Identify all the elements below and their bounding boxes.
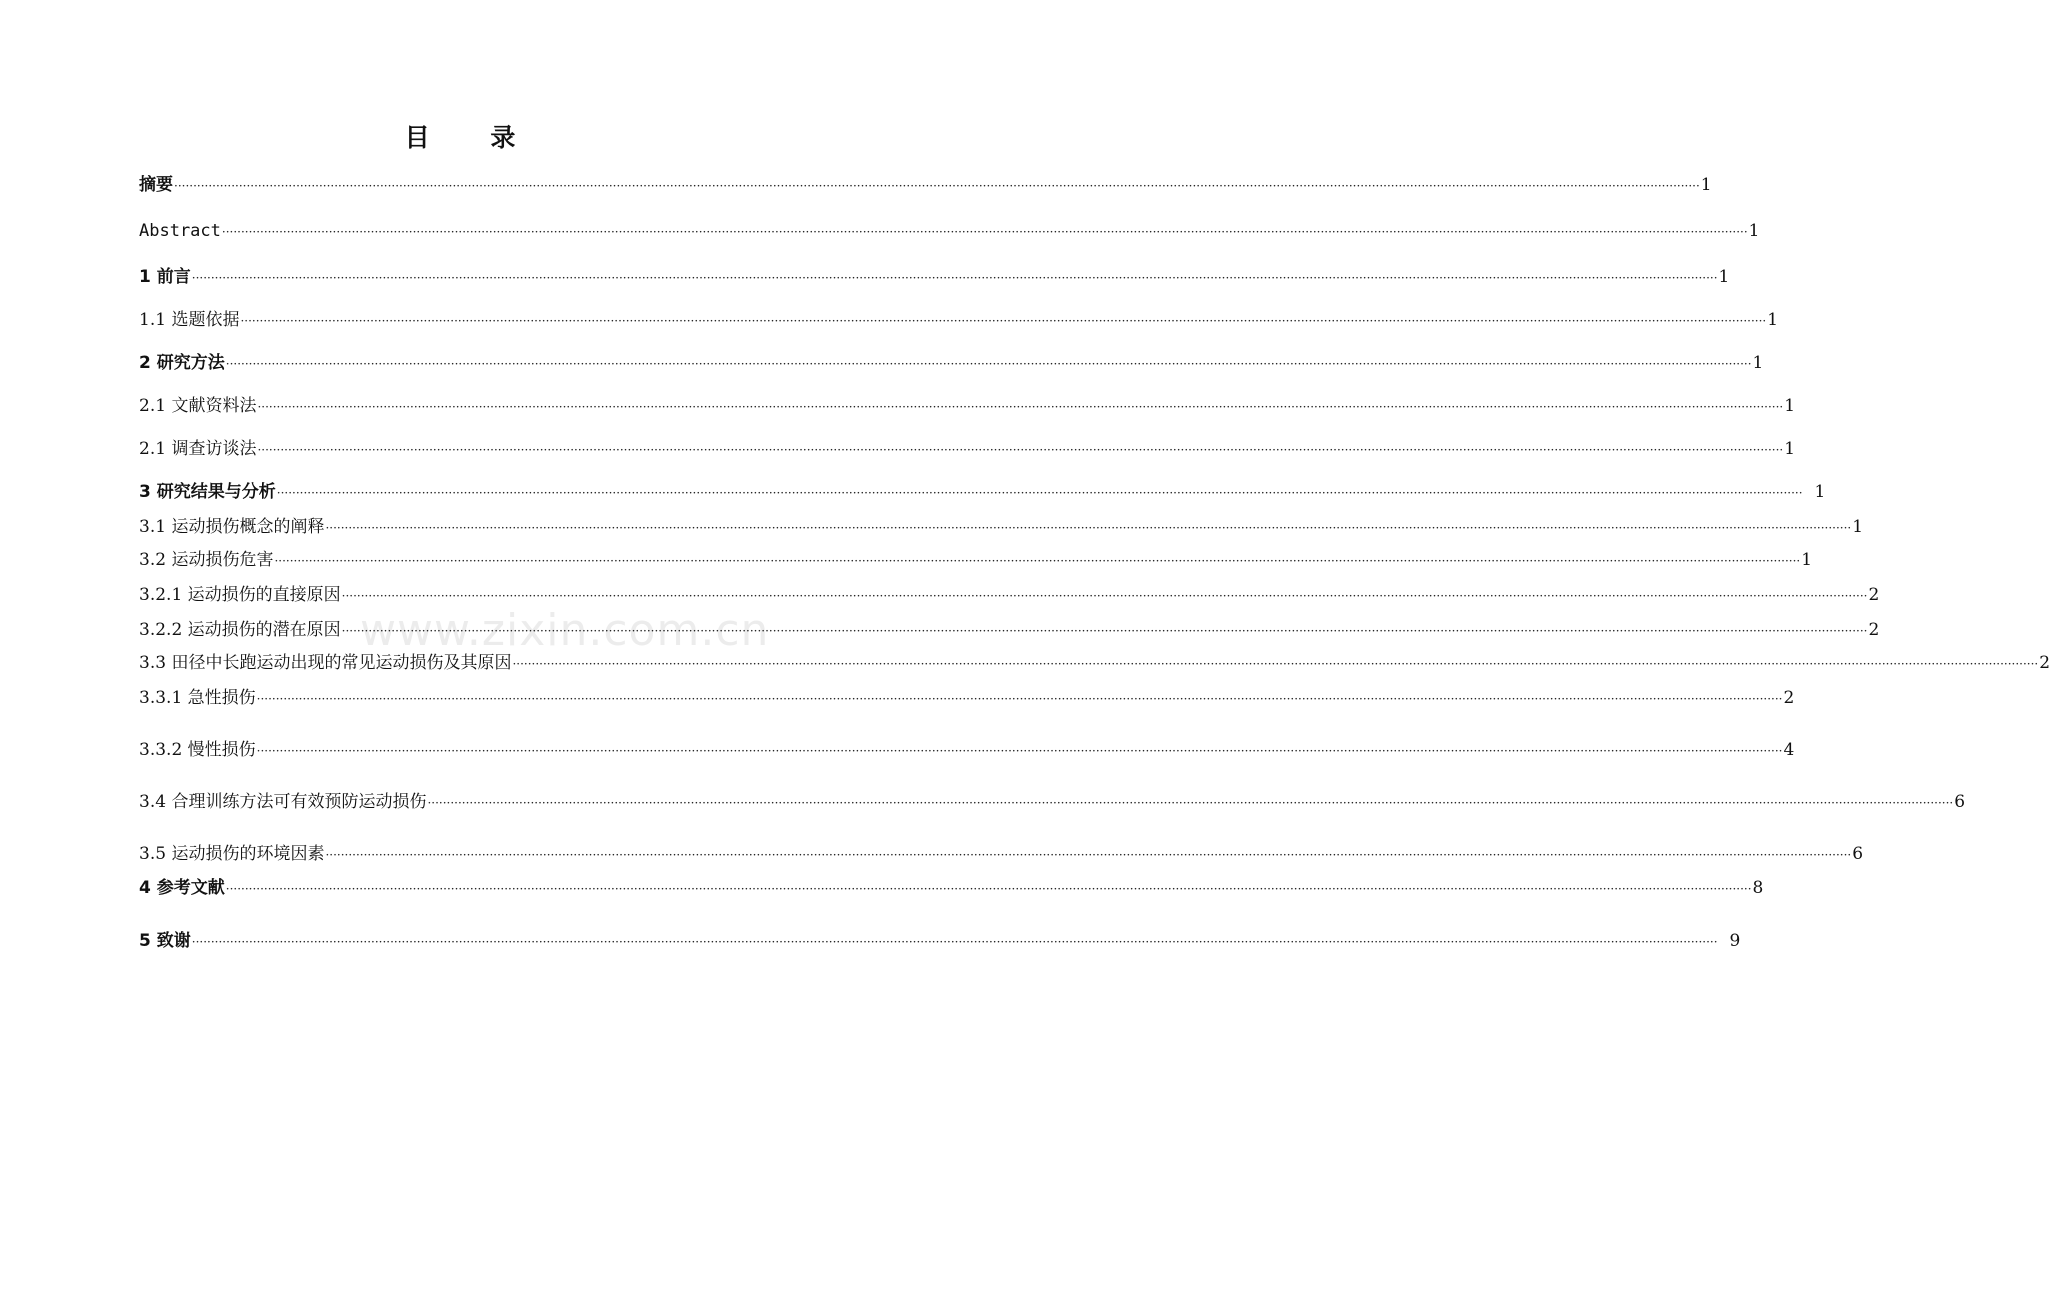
- watermark: www.zixin.com.cn: [360, 605, 770, 656]
- toc-entry-3-2-1[interactable]: [139, 583, 1880, 608]
- toc-entry-abstract-cn[interactable]: [139, 173, 1712, 198]
- toc-entry-label: 3.3 田径中长跑运动出现的常见运动损伤及其原因: [139, 653, 512, 673]
- toc-entry-label: 3 研究结果与分析: [139, 482, 276, 502]
- toc-entry-1-1[interactable]: [139, 308, 1779, 333]
- toc-entry-page: 1: [1784, 439, 1796, 459]
- toc-entry-label: 3.1 运动损伤概念的阐释: [139, 517, 325, 537]
- toc-entry-label: 3.2 运动损伤危害: [139, 550, 274, 570]
- dot-leader: ················································································································································································································································································································································································································: [325, 848, 1852, 862]
- dot-leader: ················································································································································································································································································································································································································: [225, 882, 1752, 896]
- dot-leader: ················································································································································································································································································································································································································: [341, 589, 1868, 603]
- toc-entry-3-5[interactable]: [139, 842, 1864, 867]
- toc-entry-page: 1: [1718, 267, 1730, 287]
- toc-entry-references[interactable]: [139, 876, 1764, 901]
- toc-entry-2-1-literature[interactable]: [139, 394, 1796, 419]
- toc-entry-3-2[interactable]: [139, 548, 1813, 573]
- toc-entry-page: 2: [1868, 620, 1880, 640]
- toc-entry-page: 9: [1729, 931, 1741, 951]
- dot-leader: ················································································································································································································································································································································································································: [341, 624, 1868, 638]
- toc-entry-label: 4 参考文献: [139, 878, 225, 898]
- toc-entry-label: 1 前言: [139, 267, 191, 287]
- dot-leader: ················································································································································································································································································································································································································: [274, 554, 1801, 568]
- dot-leader: ················································································································································································································································································································································································································: [257, 443, 1784, 457]
- toc-entry-label: 2.1 调查访谈法: [139, 439, 257, 459]
- toc-entry-3-4[interactable]: [139, 790, 1966, 815]
- toc-entry-3-2-2[interactable]: [139, 618, 1880, 643]
- dot-leader: ················································································································································································································································································································································································································: [174, 179, 1700, 193]
- toc-entry-page: 6: [1954, 792, 1966, 812]
- dot-leader: ················································································································································································································································································································································································································: [240, 314, 1767, 328]
- dot-leader: ················································································································································································································································································································································································································: [191, 935, 1718, 949]
- toc-entry-page: 8: [1752, 878, 1764, 898]
- toc-entry-label: 3.2.1 运动损伤的直接原因: [139, 585, 341, 605]
- toc-entry-page: 2: [1783, 688, 1795, 708]
- toc-entry-page: 4: [1783, 740, 1795, 760]
- toc-entry-label: 5 致谢: [139, 931, 191, 951]
- toc-entry-page: 1: [1752, 353, 1764, 373]
- toc-entry-page: 2: [1868, 585, 1880, 605]
- toc-entry-page: 1: [1700, 175, 1712, 195]
- toc-entry-abstract-en[interactable]: [139, 219, 1760, 244]
- toc-entry-introduction[interactable]: [139, 265, 1730, 290]
- dot-leader: ················································································································································································································································································································································································································: [512, 657, 2039, 671]
- toc-entry-label: 1.1 选题依据: [139, 310, 240, 330]
- toc-entry-methods[interactable]: [139, 351, 1764, 376]
- dot-leader: ················································································································································································································································································································································································································: [191, 271, 1718, 285]
- toc-title: 目 录: [404, 123, 542, 152]
- dot-leader: ················································································································································································································································································································································································································: [221, 225, 1748, 239]
- toc-entry-page: 1: [1852, 517, 1864, 537]
- dot-leader: ················································································································································································································································································································································································································: [256, 744, 1783, 758]
- toc-entry-label: 2.1 文献资料法: [139, 396, 257, 416]
- toc-entry-page: 1: [1801, 550, 1813, 570]
- dot-leader: ················································································································································································································································································································································································································: [276, 486, 1803, 500]
- toc-entry-page: 1: [1814, 482, 1826, 502]
- toc-entry-label: 3.5 运动损伤的环境因素: [139, 844, 325, 864]
- toc-entry-3-3[interactable]: [139, 651, 2050, 676]
- toc-entry-page: 1: [1767, 310, 1779, 330]
- toc-entry-page: 6: [1852, 844, 1864, 864]
- toc-entry-label: Abstract: [139, 221, 221, 241]
- toc-entry-label: 3.3.1 急性损伤: [139, 688, 256, 708]
- toc-entry-label: 2 研究方法: [139, 353, 225, 373]
- toc-entry-acknowledgements[interactable]: [139, 929, 1741, 954]
- toc-entry-2-1-interview[interactable]: [139, 437, 1796, 462]
- toc-entry-page: 1: [1784, 396, 1796, 416]
- toc-entry-label: 摘要: [139, 175, 173, 195]
- toc-entry-page: 2: [2039, 653, 2050, 673]
- toc-entry-3-3-2[interactable]: [139, 738, 1795, 763]
- dot-leader: ················································································································································································································································································································································································································: [257, 400, 1784, 414]
- toc-entry-label: 3.4 合理训练方法可有效预防运动损伤: [139, 792, 427, 812]
- toc-entry-3-1[interactable]: [139, 515, 1864, 540]
- dot-leader: ················································································································································································································································································································································································································: [427, 796, 1954, 810]
- dot-leader: ················································································································································································································································································································································································································: [256, 692, 1783, 706]
- toc-entry-label: 3.2.2 运动损伤的潜在原因: [139, 620, 341, 640]
- dot-leader: ················································································································································································································································································································································································································: [325, 521, 1852, 535]
- toc-entry-3-3-1[interactable]: [139, 686, 1795, 711]
- toc-entry-label: 3.3.2 慢性损伤: [139, 740, 256, 760]
- toc-entry-results[interactable]: [139, 480, 1826, 505]
- toc-entry-page: 1: [1748, 221, 1760, 241]
- dot-leader: ················································································································································································································································································································································································································: [225, 357, 1752, 371]
